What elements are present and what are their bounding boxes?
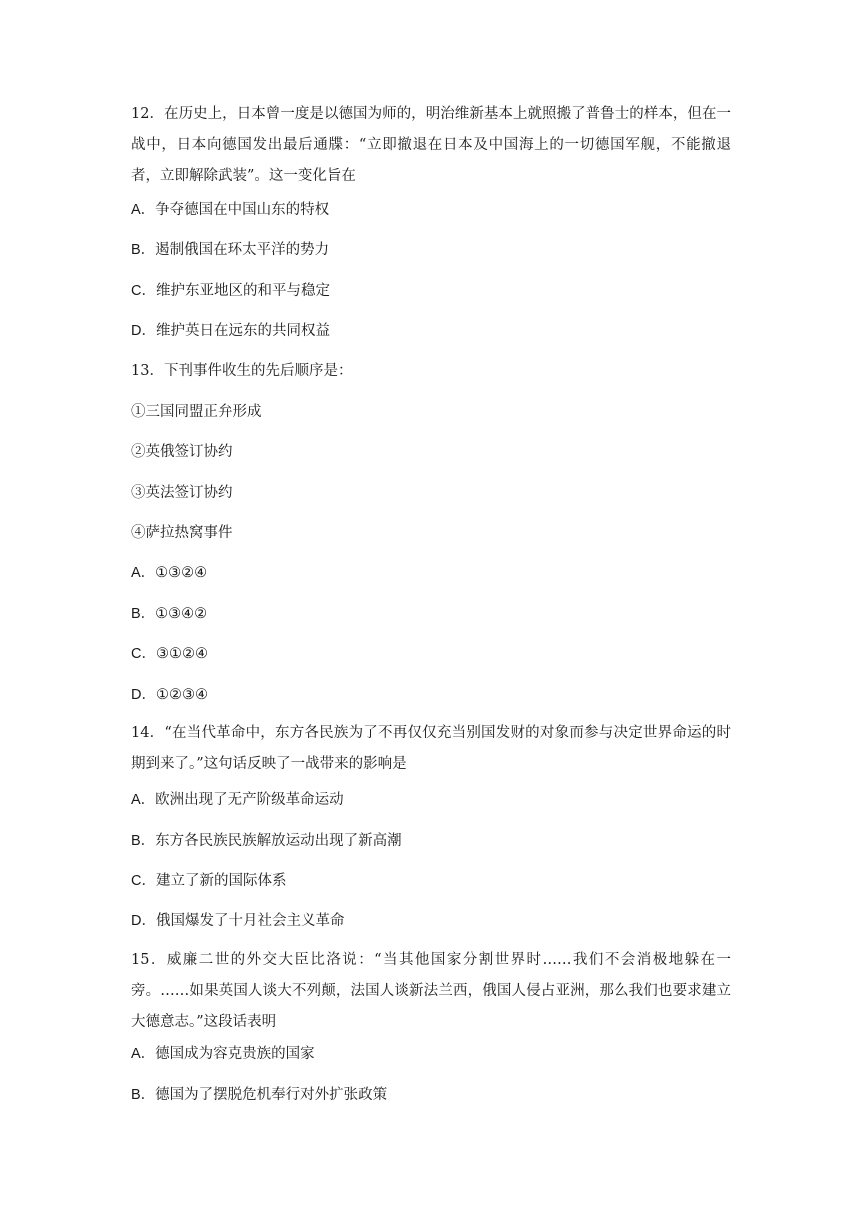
option-text: 俄国爆发了十月社会主义革命 xyxy=(155,913,345,929)
option-text: 建立了新的国际体系 xyxy=(155,873,287,889)
question-12-option-c xyxy=(131,281,330,301)
question-14-option-b xyxy=(131,831,402,851)
question-13-item-4: ④萨拉热窝事件 xyxy=(131,525,233,541)
question-12-stem: 12．在历史上，日本曾一度是以德国为师的，明治维新基本上就照搬了普鲁士的样本，但在一战中，日本向德国发出最后通牒：“立即撤退在日本及中国海上的一切德国军舰，不能撤退者，立即解除武装”。这一变化旨在 xyxy=(131,106,731,184)
option-letter: A． xyxy=(131,792,156,808)
option-text: ①③②④ xyxy=(155,565,208,581)
option-letter: A． xyxy=(131,565,156,581)
question-13-stem: 13．下刊事件收生的先后顺序是： xyxy=(131,363,353,379)
question-13-item-2: ②英俄签订协约 xyxy=(131,444,233,460)
question-15-option-b xyxy=(131,1085,387,1105)
option-letter: C． xyxy=(131,646,156,662)
question-12-option-b xyxy=(131,240,329,260)
question-13-item-1: ①三国同盟正弁形成 xyxy=(131,404,262,420)
option-text: 德国成为容克贵族的国家 xyxy=(155,1046,315,1062)
question-14-option-c xyxy=(131,871,286,891)
question-14-option-d xyxy=(131,911,344,931)
option-letter: B． xyxy=(131,1087,156,1103)
option-letter: C． xyxy=(131,873,156,889)
option-letter: A． xyxy=(131,202,156,218)
option-letter: B． xyxy=(131,833,156,849)
question-13-option-d xyxy=(131,685,208,705)
question-13-option-a xyxy=(131,563,207,583)
option-text: 德国为了摆脱危机奉行对外扩张政策 xyxy=(155,1087,388,1103)
option-text: ①②③④ xyxy=(155,687,208,703)
option-text: 维护英日在远东的共同权益 xyxy=(155,323,330,339)
option-text: 东方各民族民族解放运动出现了新高潮 xyxy=(155,833,402,849)
option-letter: D． xyxy=(131,913,156,929)
question-13-item-3: ③英法签订协约 xyxy=(131,485,233,501)
option-letter: D． xyxy=(131,323,156,339)
option-text: 欧洲出现了无产阶级革命运动 xyxy=(155,792,344,808)
option-letter: B． xyxy=(131,242,156,258)
question-15-stem: 15．威廉二世的外交大臣比洛说：“当其他国家分割世界时……我们不会消极地躲在一旁。……如果英国人谈大不列颠，法国人谈新法兰西，俄国人侵占亚洲，那么我们也要求建立大德意志。”这段话表明 xyxy=(131,952,731,1030)
option-text: 维护东亚地区的和平与稳定 xyxy=(155,283,330,299)
question-13-option-b xyxy=(131,604,207,624)
option-letter: B． xyxy=(131,606,156,622)
option-text: 遏制俄国在环太平洋的势力 xyxy=(155,242,330,258)
question-13-option-c xyxy=(131,644,208,664)
option-text: ①③④② xyxy=(155,606,208,622)
question-15-option-a xyxy=(131,1044,315,1064)
option-letter: D． xyxy=(131,687,156,703)
question-14-stem: 14．“在当代革命中，东方各民族为了不再仅仅充当别国发财的对象而参与决定世界命运的时期到来了。”这句话反映了一战带来的影响是 xyxy=(131,725,731,772)
question-12-option-a xyxy=(131,200,329,220)
option-text: ③①②④ xyxy=(155,646,208,662)
option-text: 争夺德国在中国山东的特权 xyxy=(155,202,330,218)
question-12-option-d xyxy=(131,321,330,341)
option-letter: C． xyxy=(131,283,156,299)
option-letter: A． xyxy=(131,1046,156,1062)
question-14-option-a xyxy=(131,790,344,810)
